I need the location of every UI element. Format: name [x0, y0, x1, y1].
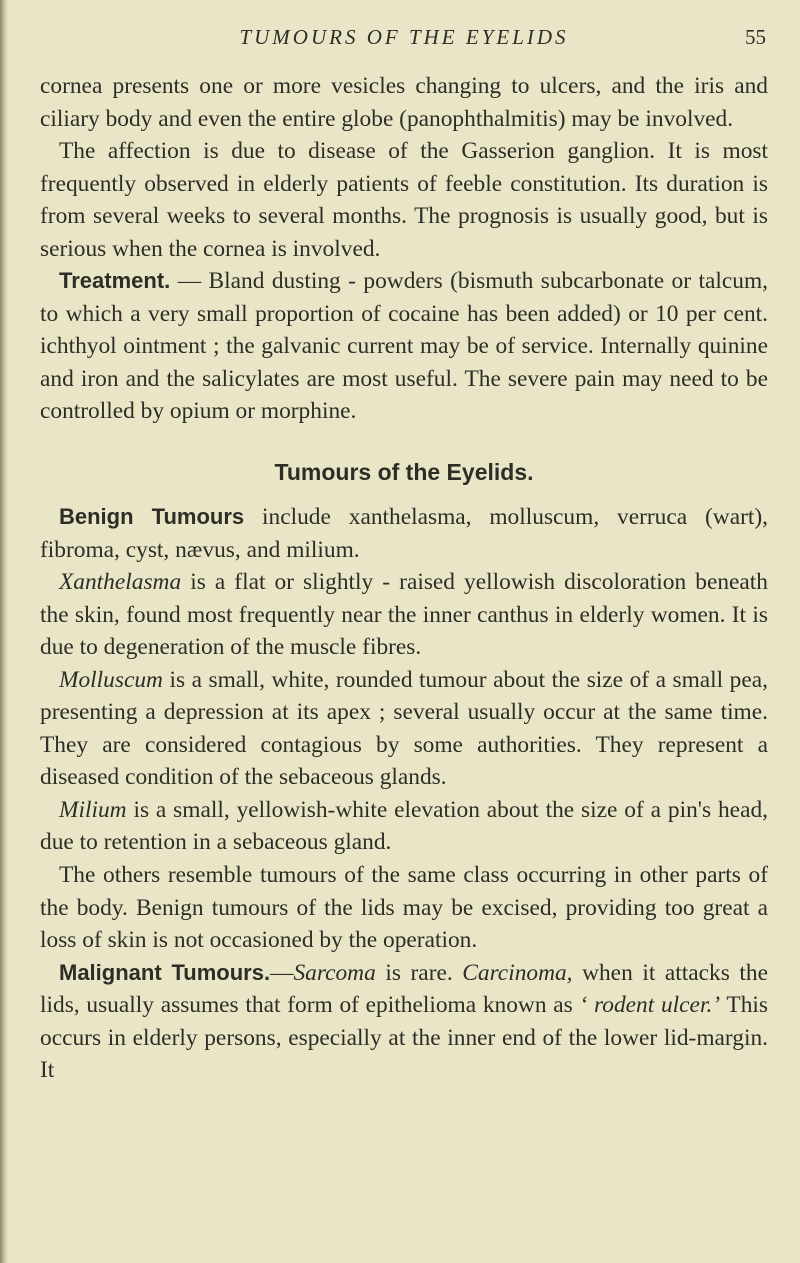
carcinoma-term: Carcinoma, — [462, 959, 573, 986]
running-title: TUMOURS OF THE EYELIDS — [239, 25, 569, 49]
paragraph-xanthelasma — [40, 566, 768, 664]
paragraph-milium — [40, 794, 768, 859]
malignant-text-end: This occurs in elderly persons, especially at the inner end of the lower lid-margin. It — [40, 992, 769, 1084]
benign-text: include xanthelasma, molluscum, verruca (wart), fibroma, cyst, nævus, and milium. — [40, 504, 768, 563]
paragraph-benign — [40, 501, 768, 566]
book-page — [40, 0, 768, 1087]
paragraph-treatment — [40, 265, 768, 428]
milium-text: is a small, yellowish-white elevation about the size of a pin's head, due to retention in a sebaceous gland. — [40, 796, 768, 856]
treatment-text: — Bland dusting - powders (bismuth subcarbonate or talcum, to which a very small proportion of cocaine has been added) or 10 per cent. ichthyol ointment ; the galvanic current may be of service. Internally quinine and iron and the salicylates are most useful. The severe pain may need to be controlled by opium or morphine. — [40, 268, 768, 425]
malignant-dash: — — [270, 959, 294, 986]
malignant-heading: Malignant Tumours. — [59, 959, 271, 985]
paragraph-affection: The affection is due to disease of the Gasserion ganglion. It is most frequently observed in elderly patients of feeble constitution. Its duration is from several weeks to several months. The prognosis is usually good, but is serious when the cornea is involved. — [40, 138, 768, 262]
molluscum-text: is a small, white, rounded tumour about the size of a small pea, presenting a depression at its apex ; several usually occur at the same time. They are considered contagious by some authorities. They represent a diseased condition of the sebaceous glands. — [40, 666, 768, 791]
molluscum-term: Molluscum — [59, 666, 163, 693]
rodent-ulcer-quote: ‘ rodent ulcer.’ — [579, 992, 721, 1019]
section-title: Tumours of the Eyelids. — [274, 459, 534, 486]
paragraph-continuation: cornea presents one or more vesicles changing to ulcers, and the iris and ciliary body and even the entire globe (panophthalmitis) may be involved. — [40, 73, 768, 132]
paragraph-molluscum — [40, 664, 768, 794]
paragraph-malignant — [40, 957, 768, 1087]
page-binding-edge — [0, 0, 8, 1263]
page-number: 55 — [745, 25, 766, 49]
paragraph-others: The others resemble tumours of the same class occurring in other parts of the body. Benign tumours of the lids may be excised, providing too great a loss of skin is not occasioned by the operation. — [40, 862, 768, 954]
xanthelasma-text: is a flat or slightly - raised yellowish discoloration beneath the skin, found most frequently near the inner canthus in elderly women. It is due to degeneration of the muscle fibres. — [40, 569, 768, 661]
body-text — [40, 48, 768, 1087]
xanthelasma-term: Xanthelasma — [59, 569, 182, 596]
carcinoma-text: when it attacks the lids, usually assumes that form of epithelioma known as — [40, 959, 768, 1019]
treatment-heading: Treatment. — [59, 268, 171, 294]
benign-heading: Benign Tumours — [59, 504, 245, 530]
sarcoma-term: Sarcoma — [293, 959, 376, 986]
milium-term: Milium — [59, 796, 127, 823]
sarcoma-text: is rare. — [375, 959, 463, 986]
running-head — [40, 0, 768, 48]
